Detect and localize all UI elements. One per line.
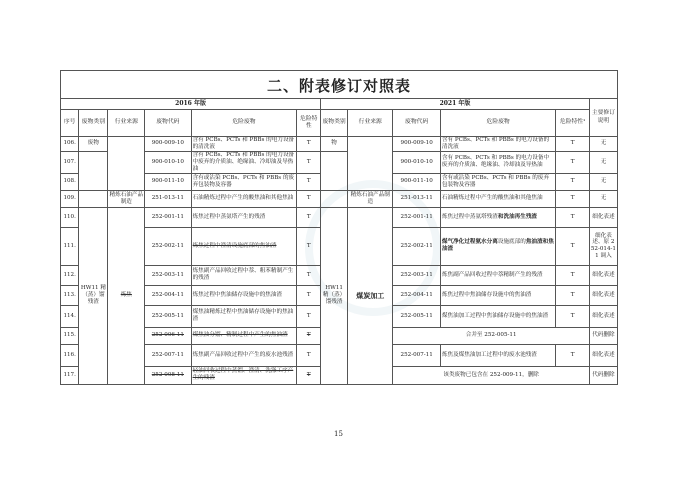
table-cell: T xyxy=(297,137,321,152)
header-industry-new: 行业来源 xyxy=(348,110,393,137)
table-cell: 252-001-11 xyxy=(145,207,191,227)
table-cell: T xyxy=(556,227,590,265)
table-cell: 900-009-10 xyxy=(145,137,191,152)
table-cell: 炼焦过程中焦油储存设施中的焦油渣 xyxy=(191,285,297,305)
header-hazard: 危险特性 xyxy=(297,110,321,137)
table-row xyxy=(61,207,618,227)
table-cell: 炼焦副产品回收过程中萘精制产生的残渣 xyxy=(440,265,555,285)
table-cell: 煤气净化过程氨水分离设施底部的焦油渣和焦油渣 xyxy=(440,227,555,265)
table-cell: 物 xyxy=(321,137,348,152)
table-cell: 炼焦及煤焦油加工过程中的废水池残渣 xyxy=(440,344,555,366)
table-cell: T xyxy=(297,173,321,190)
table-row xyxy=(61,137,618,152)
table-cell: 含有或沾染 PCBs、PCTs 和 PBBs 的废弃包装物及容器 xyxy=(440,173,555,190)
edition-row xyxy=(61,99,618,110)
table-cell: 111. xyxy=(61,227,79,265)
table-cell: HW11 精（蒸）馏残渣 xyxy=(321,207,348,384)
table-cell: 251-013-11 xyxy=(393,190,440,207)
table-cell: 石油精炼过程中产生的酸焦油和其他焦油 xyxy=(440,190,555,207)
table-cell: 细化表述 xyxy=(589,207,617,227)
header-seq: 序号 xyxy=(61,110,79,137)
header-code: 废物代码 xyxy=(145,110,191,137)
table-cell: 废物 xyxy=(79,137,108,152)
table-cell xyxy=(348,137,393,191)
table-cell: 无 xyxy=(589,151,617,173)
table-cell: 石油精炼过程中产生的酸焦油和其他焦油 xyxy=(191,190,297,207)
header-category: 废物类别 xyxy=(79,110,108,137)
table-cell: 炼焦过程中焦油储存设施中的焦油渣 xyxy=(440,285,555,305)
header-hazard-new: 危险特性¹ xyxy=(556,110,590,137)
table-cell: 代码删除 xyxy=(589,366,617,384)
edition-new: 2021 年版 xyxy=(321,99,590,110)
table-cell: 112. xyxy=(61,265,79,285)
table-cell: 252-002-11 xyxy=(145,227,191,265)
table-cell: 细化表述 xyxy=(589,305,617,327)
table-cell: T xyxy=(297,327,321,344)
table-cell: 无 xyxy=(589,190,617,207)
header-waste-new: 危险废物 xyxy=(440,110,555,137)
table-cell: 精炼石油产品制造 xyxy=(108,190,145,207)
edition-old: 2016 年版 xyxy=(61,99,321,110)
table-cell: 炼焦副产品回收过程中萘、粗苯精制产生的残渣 xyxy=(191,265,297,285)
table-cell: 900-010-10 xyxy=(145,151,191,173)
table-cell: 无 xyxy=(589,173,617,190)
table-cell: T xyxy=(556,173,590,190)
table-row xyxy=(61,190,618,207)
table-cell: T xyxy=(297,285,321,305)
table-row xyxy=(61,151,618,173)
table-cell: 炼焦 xyxy=(108,207,145,384)
table-cell: 900-011-10 xyxy=(393,173,440,190)
page-title: 二、附表修订对照表 xyxy=(60,70,618,99)
table-cell: 252-006-11 xyxy=(145,327,191,344)
table-cell: 该类废物已包含在 252-009-11，删除 xyxy=(393,366,589,384)
table-cell: 115. xyxy=(61,327,79,344)
table-cell: 细化表述 xyxy=(589,285,617,305)
table-cell: 252-001-11 xyxy=(393,207,440,227)
table-cell: 无 xyxy=(589,137,617,152)
table-cell: T xyxy=(556,344,590,366)
table-cell: 900-011-10 xyxy=(145,173,191,190)
table-cell: 煤炭加工 xyxy=(348,207,393,384)
table-cell: 含有 PCBs、PCTs 和 PBBs 的电力设备中废弃的介质油、绝缘油、冷却油及导热油 xyxy=(440,151,555,173)
table-cell: T xyxy=(297,207,321,227)
table-cell: 252-003-11 xyxy=(393,265,440,285)
table-cell: HW11 精（蒸）馏残渣 xyxy=(79,207,108,384)
page-number: 15 xyxy=(334,430,343,438)
table-cell: 含有或沾染 PCBs、PCTs 和 PBBs 的废弃包装物及容器 xyxy=(191,173,297,190)
table-cell: T xyxy=(556,190,590,207)
table-cell: 251-013-11 xyxy=(145,190,191,207)
table-cell: 炼焦过程中蒸氨塔产生的残渣 xyxy=(191,207,297,227)
table-cell: 252-002-11 xyxy=(393,227,440,265)
table-cell: 109. xyxy=(61,190,79,207)
header-waste: 危险废物 xyxy=(191,110,297,137)
table-cell: 113. xyxy=(61,285,79,305)
table-cell: T xyxy=(556,207,590,227)
table-cell: T xyxy=(556,285,590,305)
table-cell: 106. xyxy=(61,137,79,152)
header-row xyxy=(61,110,618,137)
table-cell: 252-008-11 xyxy=(145,366,191,384)
header-notes: 主要修订说明 xyxy=(589,99,617,137)
table-cell: 114. xyxy=(61,305,79,327)
table-cell: 252-005-11 xyxy=(393,305,440,327)
table-cell: T xyxy=(297,366,321,384)
table-cell: T xyxy=(556,151,590,173)
table-cell: 含有 PCBs、PCTs 和 PBBs 的电力设备中废弃的介质油、绝缘油、冷却油及导热油 xyxy=(191,151,297,173)
table-cell: 116. xyxy=(61,344,79,366)
table-cell: T xyxy=(297,305,321,327)
table-cell: 炼焦过程中澄清设施底部的焦油渣 xyxy=(191,227,297,265)
table-cell xyxy=(79,151,108,190)
table-cell: T xyxy=(556,305,590,327)
table-cell: 细化表述、原 252-014-11 调入 xyxy=(589,227,617,265)
table-cell: 煤焦油精炼过程中焦油储存设施中的焦油渣 xyxy=(191,305,297,327)
table-cell: T xyxy=(297,265,321,285)
table-cell: 煤焦油加工过程中焦油储存设施中的焦油渣 xyxy=(440,305,555,327)
table-cell: 代码删除 xyxy=(589,327,617,344)
table-cell: 252-007-11 xyxy=(145,344,191,366)
table-cell: T xyxy=(556,265,590,285)
table-cell: 117. xyxy=(61,366,79,384)
header-industry: 行业来源 xyxy=(108,110,145,137)
table-cell: T xyxy=(297,151,321,173)
table-cell: 107. xyxy=(61,151,79,173)
table-cell xyxy=(108,137,145,191)
table-cell: 炼焦过程中蒸氨塔残渣和洗油再生残渣 xyxy=(440,207,555,227)
table-cell xyxy=(79,190,108,207)
table-cell: 细化表述 xyxy=(589,265,617,285)
table-cell: 含有 PCBs、PCTs 和 PBBs 的电力设备的清洗液 xyxy=(191,137,297,152)
table-cell: 108. xyxy=(61,173,79,190)
table-cell: 900-009-10 xyxy=(393,137,440,152)
table-cell: 煤焦油分馏、精制过程中产生的焦油渣 xyxy=(191,327,297,344)
header-category-new: 废物类别 xyxy=(321,110,348,137)
revision-table xyxy=(60,98,618,385)
table-cell: T xyxy=(297,344,321,366)
table-cell: T xyxy=(556,137,590,152)
table-cell: 110. xyxy=(61,207,79,227)
header-code-new: 废物代码 xyxy=(393,110,440,137)
table-cell: 252-003-11 xyxy=(145,265,191,285)
table-cell xyxy=(321,151,348,190)
table-cell xyxy=(321,190,348,207)
table-cell: 炼焦副产品回收过程中产生的废水池残渣 xyxy=(191,344,297,366)
table-cell: 252-004-11 xyxy=(393,285,440,305)
table-cell: 含有 PCBs、PCTs 和 PBBs 的电力设备的清洗液 xyxy=(440,137,555,152)
table-cell: 900-010-10 xyxy=(393,151,440,173)
table-cell: 252-004-11 xyxy=(145,285,191,305)
table-cell: 轻油回收过程中蒸馏、澄清、洗涤工序产生的残渣 xyxy=(191,366,297,384)
table-cell: 精炼石油产品制造 xyxy=(348,190,393,207)
table-cell: T xyxy=(297,227,321,265)
table-cell: 合并至 252-005-11 xyxy=(393,327,589,344)
table-cell: T xyxy=(297,190,321,207)
table-cell: 细化表述 xyxy=(589,344,617,366)
table-cell: 252-007-11 xyxy=(393,344,440,366)
table-cell: 252-005-11 xyxy=(145,305,191,327)
